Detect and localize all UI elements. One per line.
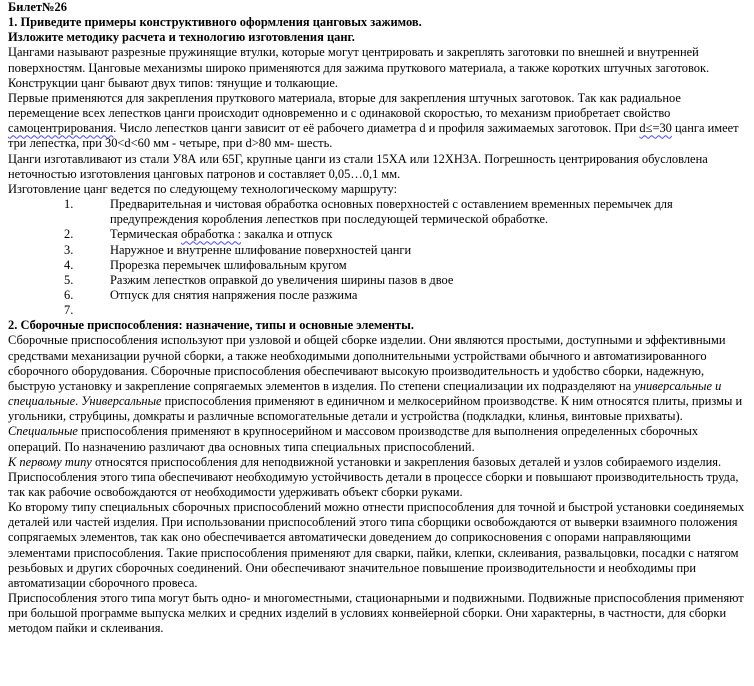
- q2-p1-text-c: приспособления применяют в единичном и мелкосерийном производстве. К ним относятся плиты, призмы и угольники, струбцины, домкраты и различные вспомогательные детали и устройства (подкладки, клинья, винтовые прихваты).: [8, 394, 743, 424]
- q2-p1-italic-special: Специальные: [8, 424, 78, 439]
- list-item: [8, 273, 748, 288]
- q2-p1-text-a: Сборочные приспособления используют при узловой и общей сборке изделии. Они являются простыми, доступными и эффективными средствами механизации ручной сборки, а также необходимыми дополнительными устройствами обычного и автоматизированного сборочного оборудования. Сборочные приспособления обеспечивают высокую производительность и удобство сборки, надежную, быструю установку и закрепление сопрягаемых элементов в изделия. По степени специализации их подразделяют на: [8, 333, 726, 393]
- q1-p3-text-a: Первые применяются для закрепления пруткового материала, вторые для закрепления штучных заготовок. Так как радиальное перемещение всех лепестков цанги происходит одновременно и с одинаковой скоростью, то механизм приобретает свойство: [8, 90, 681, 121]
- q1-paragraph-5: Изготовление цанг ведется по следующему технологическому маршруту:: [8, 181, 398, 196]
- list-item: [8, 227, 748, 242]
- q1-paragraph-3: [8, 91, 748, 152]
- q1-paragraph-1: Цангами называют разрезные пружинящие втулки, которые могут центрировать и закреплять заготовки по внешней и внутренней поверхностям. Цанговые механизмы широко применяются для зажима пруткового материала, а также коротких штучных заготовок.: [8, 45, 710, 75]
- q1-p3-spellcheck-formula: d≤=30: [639, 121, 672, 136]
- q1-p3-text-c: цанга имеет три лепестка, при 30<d<60 мм - четыре, при d>80 мм- шесть.: [8, 121, 739, 151]
- q2-p1-italic-types: универсальные и специальные: [8, 378, 722, 409]
- list-item-number: 7.: [64, 303, 74, 318]
- q2-p2-text: относятся приспособления для неподвижной установки и закрепления базовых деталей и узлов собираемого изделия. Приспособления этого типа обеспечивают необходимую устойчивость детали в процессе сборки и повышают производительность труда, так как рабочие освобождаются от необходимости удерживать объект сборки руками.: [8, 454, 739, 499]
- q1-paragraph-4: Цанги изготавливают из стали У8А или 65Г, крупные цанги из стали 15ХА или 12ХН3А. Погрешность центрирования обусловлена неточностью изготовления цанговых патронов и составляет 0,05…0,1 мм.: [8, 151, 708, 181]
- list-item-number: 1.: [64, 197, 74, 212]
- q1-heading-line1: 1. Приведите примеры конструктивного оформления цанговых зажимов.: [8, 15, 422, 30]
- q2-p1-italic-universal: Универсальные: [81, 394, 162, 409]
- list-item-text: [110, 303, 113, 317]
- list-item-number: 2.: [64, 227, 74, 242]
- list-item: [8, 303, 748, 318]
- list-item-number: 5.: [64, 272, 74, 287]
- q2-p1-text-b: .: [75, 394, 82, 409]
- q2-paragraph-2: [8, 455, 748, 500]
- list-item-text: Отпуск для снятия напряжения после разжима: [110, 287, 358, 302]
- ticket-title: Билет№26: [8, 0, 67, 14]
- q1-p3-spellcheck-word: самоцентрирования: [8, 121, 114, 136]
- list-item: [8, 197, 748, 227]
- list-item-spellcheck-word: обработка :: [181, 227, 242, 242]
- q2-paragraph-3: Ко второму типу специальных сборочных приспособлений можно отнести приспособления для точной и быстрой установки соединяемых деталей или частей изделия. При использовании приспособлений этого типа сборщики освобождаются от выверки взаимного положения сопрягаемых элементов, так как оно обеспечивается автоматически доведением до соприкосновения с опорами направляющими элементами приспособления. Такие приспособления применяют для сварки, пайки, клепки, склеивания, развальцовки, посадки с натягом резьбовых и других сборочных соединений. Они обеспечивают значительное повышение производительности и необходимы при автоматизации сборочного провеса.: [8, 500, 745, 590]
- q2-paragraph-1: [8, 333, 748, 454]
- q2-heading: 2. Сборочные приспособления: назначение, типы и основные элементы.: [8, 318, 414, 333]
- list-item: [8, 258, 748, 273]
- route-steps-list: [8, 197, 748, 318]
- list-item-text: Предварительная и чистовая обработка основных поверхностей с оставлением временных перемычек для предупреждения коробления лепестков при последующей термической обработке.: [110, 197, 673, 227]
- q1-heading-line2: Изложите методику расчета и технологию изготовления цанг.: [8, 30, 355, 45]
- q1-p3-text-b: . Число лепестков цанги зависит от её рабочего диаметра d и профиля зажимаемых заготовок. При: [113, 121, 640, 136]
- list-item-text: Прорезка перемычек шлифовальным кругом: [110, 257, 347, 272]
- list-item-text: Разжим лепестков оправкой до увеличения ширины пазов в двое: [110, 272, 454, 287]
- q2-p1-text-d: приспособления применяют в крупносерийном и массовом производстве для выполнения определенных сборочных операций. По назначению различают два основных типа специальных приспособлений.: [8, 424, 699, 454]
- list-item-number: 4.: [64, 257, 74, 272]
- list-item-number: 3.: [64, 242, 74, 257]
- list-item: [8, 288, 748, 303]
- q1-paragraph-2: Конструкции цанг бывают двух типов: тянущие и толкающие.: [8, 75, 338, 90]
- list-item-text: Наружное и внутренне шлифование поверхностей цанги: [110, 242, 412, 257]
- list-item: [8, 243, 748, 258]
- q2-paragraph-4: Приспособления этого типа могут быть одно- и многоместными, стационарными и подвижными. Подвижные приспособления применяют при большой программе выпуска мелких и средних изделий в условиях конвейерной сборки. Они характерны, в частности, для сборки методом пайки и склеивания.: [8, 591, 744, 636]
- q2-p2-italic-first-type: К первому типу: [8, 454, 92, 469]
- list-item-number: 6.: [64, 287, 74, 302]
- list-item-text: Термическая: [110, 227, 182, 242]
- list-item-text-rest: закалка и отпуск: [241, 227, 333, 242]
